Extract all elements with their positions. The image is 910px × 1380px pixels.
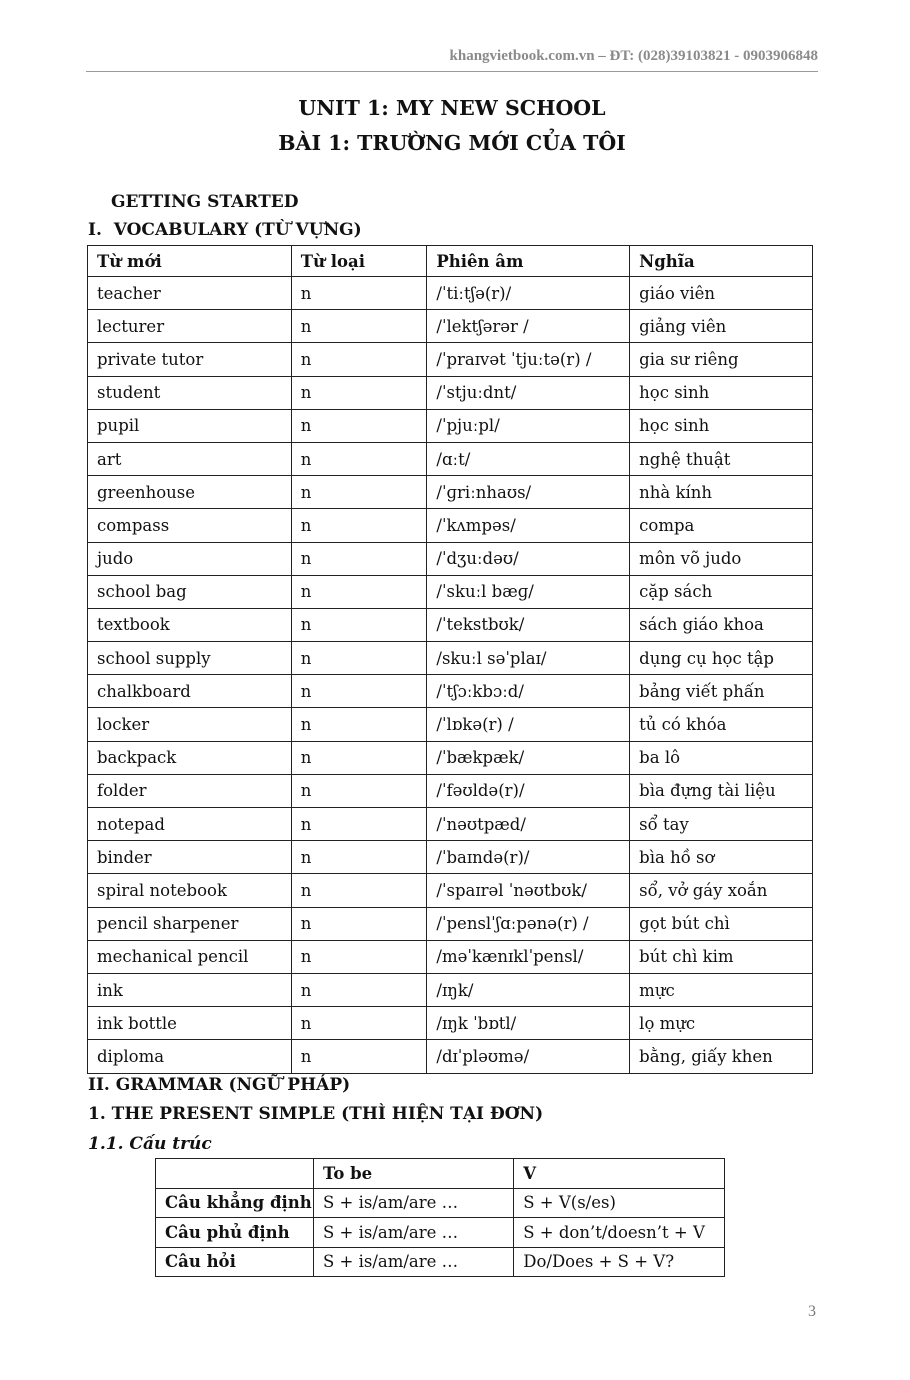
grammar-header-to-be: To be [313, 1159, 513, 1189]
vocab-cell-word-type: n [291, 708, 427, 741]
lesson-title: BÀI 1: TRƯỜNG MỚI CỦA TÔI [278, 131, 626, 155]
table-row [88, 542, 813, 575]
vocab-cell-word-type: n [291, 409, 427, 442]
vocab-cell-meaning: bằng, giấy khen [630, 1040, 813, 1073]
vocab-cell-pronunciation: /ɪŋk ˈbɒtl/ [427, 1007, 630, 1040]
vocab-cell-pronunciation: /dɪˈpləʊmə/ [427, 1040, 630, 1073]
vocab-cell-word-type: n [291, 277, 427, 310]
vocabulary-table-body [88, 277, 813, 1074]
vocab-cell-meaning: sách giáo khoa [630, 608, 813, 641]
vocab-cell-meaning: tủ có khóa [630, 708, 813, 741]
vocab-cell-meaning: cặp sách [630, 575, 813, 608]
table-row [156, 1218, 725, 1248]
vocab-cell-meaning: nhà kính [630, 476, 813, 509]
vocab-cell-word: spiral notebook [88, 874, 292, 907]
vocab-cell-word-type: n [291, 310, 427, 343]
grammar-cell-verb: Do/Does + S + V? [514, 1247, 725, 1277]
header-new-word: Từ mới [88, 246, 292, 277]
vocab-cell-word: ink [88, 973, 292, 1006]
table-row [88, 841, 813, 874]
vocab-cell-word: teacher [88, 277, 292, 310]
vocab-cell-word-type: n [291, 1040, 427, 1073]
vocab-cell-pronunciation: /ˈskuːl bæɡ/ [427, 575, 630, 608]
vocab-cell-word-type: n [291, 642, 427, 675]
header-pronunciation: Phiên âm [427, 246, 630, 277]
grammar-cell-to-be: S + is/am/are … [313, 1218, 513, 1248]
vocabulary-header-row [88, 246, 813, 277]
vocab-cell-pronunciation: /ɑːt/ [427, 442, 630, 475]
vocab-cell-meaning: sổ tay [630, 808, 813, 841]
table-row [88, 774, 813, 807]
vocab-cell-meaning: gọt bút chì [630, 907, 813, 940]
vocab-cell-meaning: lọ mực [630, 1007, 813, 1040]
vocab-cell-pronunciation: /ˈtʃɔːkbɔːd/ [427, 675, 630, 708]
vocab-cell-word: judo [88, 542, 292, 575]
vocab-cell-word: pencil sharpener [88, 907, 292, 940]
vocab-cell-pronunciation: /məˈkænɪklˈpensl/ [427, 940, 630, 973]
vocab-cell-pronunciation: /ˈkʌmpəs/ [427, 509, 630, 542]
vocab-cell-word-type: n [291, 907, 427, 940]
vocab-cell-word-type: n [291, 575, 427, 608]
table-row [88, 310, 813, 343]
table-row [88, 973, 813, 1006]
table-row [88, 277, 813, 310]
table-row [88, 575, 813, 608]
vocab-cell-meaning: bảng viết phấn [630, 675, 813, 708]
vocab-cell-meaning: ba lô [630, 741, 813, 774]
grammar-header-verb: V [514, 1159, 725, 1189]
table-row [88, 476, 813, 509]
vocab-cell-pronunciation: /ˈstjuːdnt/ [427, 376, 630, 409]
vocab-cell-meaning: compa [630, 509, 813, 542]
vocab-cell-word-type: n [291, 343, 427, 376]
table-row [88, 409, 813, 442]
vocab-cell-meaning: mực [630, 973, 813, 1006]
vocab-cell-meaning: giáo viên [630, 277, 813, 310]
vocab-cell-meaning: bút chì kim [630, 940, 813, 973]
unit-title: UNIT 1: MY NEW SCHOOL [298, 96, 606, 120]
grammar-cell-sentence-type: Câu khẳng định [156, 1188, 314, 1218]
vocab-cell-word-type: n [291, 608, 427, 641]
vocab-cell-meaning: dụng cụ học tập [630, 642, 813, 675]
table-row [88, 642, 813, 675]
table-row [88, 442, 813, 475]
vocab-cell-meaning: nghệ thuật [630, 442, 813, 475]
vocab-cell-meaning: bìa hồ sơ [630, 841, 813, 874]
vocab-cell-word: school bag [88, 575, 292, 608]
vocab-cell-meaning: bìa đựng tài liệu [630, 774, 813, 807]
vocab-cell-word: school supply [88, 642, 292, 675]
table-row [88, 675, 813, 708]
vocab-cell-pronunciation: /ˈbaɪndə(r)/ [427, 841, 630, 874]
vocab-cell-pronunciation: /ˈnəʊtpæd/ [427, 808, 630, 841]
table-row [88, 741, 813, 774]
grammar-cell-sentence-type: Câu phủ định [156, 1218, 314, 1248]
vocab-cell-pronunciation: /ˈtiːtʃə(r)/ [427, 277, 630, 310]
table-row [88, 1007, 813, 1040]
vocab-cell-word: pupil [88, 409, 292, 442]
vocab-cell-word-type: n [291, 1007, 427, 1040]
table-row [88, 874, 813, 907]
vocab-cell-pronunciation: /ˈpenslˈʃɑːpənə(r) / [427, 907, 630, 940]
vocab-cell-meaning: học sinh [630, 376, 813, 409]
grammar-header-row [156, 1159, 725, 1189]
vocab-cell-word-type: n [291, 874, 427, 907]
vocab-cell-word: mechanical pencil [88, 940, 292, 973]
vocab-cell-word: binder [88, 841, 292, 874]
grammar-header-blank [156, 1159, 314, 1189]
grammar-cell-verb: S + V(s/es) [514, 1188, 725, 1218]
vocab-cell-pronunciation: /ˈbækpæk/ [427, 741, 630, 774]
grammar-cell-to-be: S + is/am/are … [313, 1188, 513, 1218]
vocab-cell-word-type: n [291, 542, 427, 575]
vocab-cell-word: student [88, 376, 292, 409]
present-simple-heading: 1. THE PRESENT SIMPLE (THÌ HIỆN TẠI ĐƠN) [88, 1104, 544, 1124]
table-row [88, 376, 813, 409]
grammar-heading: II. GRAMMAR (NGỮ PHÁP) [88, 1075, 351, 1095]
table-row [88, 608, 813, 641]
vocab-cell-word-type: n [291, 808, 427, 841]
grammar-cell-verb: S + don’t/doesn’t + V [514, 1218, 725, 1248]
vocab-cell-word: compass [88, 509, 292, 542]
vocab-cell-word-type: n [291, 774, 427, 807]
structure-heading: 1.1. Cấu trúc [88, 1134, 212, 1154]
vocab-cell-word-type: n [291, 741, 427, 774]
vocab-cell-word: private tutor [88, 343, 292, 376]
vocab-cell-word-type: n [291, 476, 427, 509]
table-row [88, 509, 813, 542]
getting-started-heading: GETTING STARTED [111, 192, 299, 212]
vocabulary-table [87, 245, 813, 1074]
vocab-cell-meaning: sổ, vở gáy xoắn [630, 874, 813, 907]
vocab-cell-pronunciation: /ɪŋk/ [427, 973, 630, 1006]
vocab-cell-word: art [88, 442, 292, 475]
table-row [156, 1188, 725, 1218]
vocab-cell-word-type: n [291, 940, 427, 973]
vocab-cell-word: notepad [88, 808, 292, 841]
vocab-cell-word-type: n [291, 675, 427, 708]
header-meaning: Nghĩa [630, 246, 813, 277]
vocab-cell-pronunciation: /ˈpjuːpl/ [427, 409, 630, 442]
vocab-cell-word: greenhouse [88, 476, 292, 509]
table-row [88, 343, 813, 376]
vocab-cell-pronunciation: /ˈdʒuːdəʊ/ [427, 542, 630, 575]
page-number: 3 [808, 1303, 816, 1320]
vocab-cell-pronunciation: /ˈlɒkə(r) / [427, 708, 630, 741]
table-row [156, 1247, 725, 1277]
header-word-type: Từ loại [291, 246, 427, 277]
vocab-cell-word: textbook [88, 608, 292, 641]
table-row [88, 808, 813, 841]
vocab-cell-word-type: n [291, 509, 427, 542]
vocab-cell-pronunciation: /ˈfəʊldə(r)/ [427, 774, 630, 807]
page-header: khangvietbook.com.vn – ĐT: (028)39103821 - 0903906848 [86, 48, 818, 72]
vocab-cell-pronunciation: /ˈlektʃərər / [427, 310, 630, 343]
table-row [88, 1040, 813, 1073]
grammar-table [155, 1158, 725, 1277]
vocab-cell-word: diploma [88, 1040, 292, 1073]
table-row [88, 708, 813, 741]
vocabulary-heading: I. VOCABULARY (TỪ VỰNG) [88, 220, 362, 240]
vocab-cell-meaning: môn võ judo [630, 542, 813, 575]
grammar-table-body [156, 1188, 725, 1277]
vocab-cell-word: ink bottle [88, 1007, 292, 1040]
vocab-cell-word: locker [88, 708, 292, 741]
vocab-cell-word: folder [88, 774, 292, 807]
vocab-cell-meaning: giảng viên [630, 310, 813, 343]
table-row [88, 907, 813, 940]
vocab-cell-word-type: n [291, 376, 427, 409]
vocab-cell-pronunciation: /skuːl səˈplaɪ/ [427, 642, 630, 675]
vocab-cell-pronunciation: /ˈpraɪvət ˈtjuːtə(r) / [427, 343, 630, 376]
vocab-cell-word: backpack [88, 741, 292, 774]
vocab-cell-pronunciation: /ˈɡriːnhaʊs/ [427, 476, 630, 509]
vocab-cell-meaning: học sinh [630, 409, 813, 442]
table-row [88, 940, 813, 973]
vocab-cell-pronunciation: /ˈtekstbʊk/ [427, 608, 630, 641]
grammar-cell-to-be: S + is/am/are … [313, 1247, 513, 1277]
vocab-cell-meaning: gia sư riêng [630, 343, 813, 376]
vocab-cell-word-type: n [291, 442, 427, 475]
vocab-cell-word: chalkboard [88, 675, 292, 708]
vocab-cell-word-type: n [291, 973, 427, 1006]
grammar-cell-sentence-type: Câu hỏi [156, 1247, 314, 1277]
vocab-cell-pronunciation: /ˈspaɪrəl ˈnəʊtbʊk/ [427, 874, 630, 907]
vocab-cell-word-type: n [291, 841, 427, 874]
vocab-cell-word: lecturer [88, 310, 292, 343]
